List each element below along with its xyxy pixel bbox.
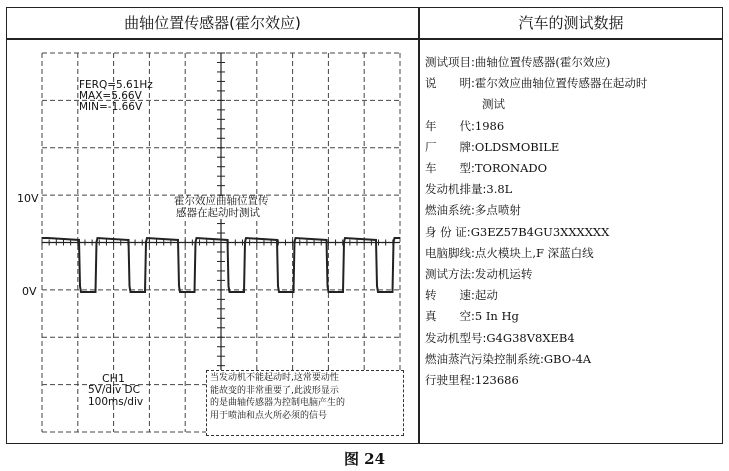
test-data-value: 多点喷射 xyxy=(474,203,521,218)
figure-caption: 图 24 xyxy=(343,450,386,468)
volts-per-div: 5V/div DC xyxy=(88,384,140,396)
test-data-row xyxy=(425,200,725,221)
test-data-label: 年 代: xyxy=(425,118,475,133)
test-data-label: 燃油系统: xyxy=(425,203,475,218)
y-label-0v: 0V xyxy=(22,285,37,298)
test-data-value: G4G38V8XEB4 xyxy=(486,330,575,345)
test-data-value: 曲轴位置传感器(霍尔效应) xyxy=(474,55,611,69)
header-rule xyxy=(7,38,722,40)
waveform-caption-line1: 霍尔效应曲轴位置传 xyxy=(174,195,269,207)
test-data-label: 行驶里程: xyxy=(425,373,475,388)
test-data-label: 电脑脚线: xyxy=(425,245,475,260)
channel-label: CH1 xyxy=(102,372,125,385)
test-data-row xyxy=(425,306,725,327)
min-readout: MIN=-1.66V xyxy=(79,101,143,113)
test-data-label: 测试方法: xyxy=(425,267,475,282)
note-line: 的是曲轴传感器为控制电脑产生的 xyxy=(210,398,346,408)
test-data-row xyxy=(425,370,725,391)
test-data-row xyxy=(425,158,725,179)
test-data-value: 起动 xyxy=(474,288,498,303)
test-data-row xyxy=(425,179,725,200)
test-data-label: 厂 牌: xyxy=(425,139,475,154)
y-label-10v: 10V xyxy=(17,192,39,205)
test-data-list xyxy=(425,52,725,391)
test-data-row xyxy=(425,94,725,115)
column-divider xyxy=(418,8,420,443)
test-data-row xyxy=(425,116,725,137)
test-data-row xyxy=(425,328,725,349)
test-data-row xyxy=(425,285,725,306)
note-line: 用于喷油和点火所必须的信号 xyxy=(210,410,328,421)
test-data-label: 发动机型号: xyxy=(425,330,487,345)
figure-frame xyxy=(6,7,723,444)
time-per-div: 100ms/div xyxy=(88,396,144,408)
test-data-value: 发动机运转 xyxy=(474,267,533,282)
test-data-row xyxy=(425,243,725,264)
oscilloscope-screen xyxy=(16,48,410,438)
scope-panel-title: 曲轴位置传感器(霍尔效应) xyxy=(124,14,301,32)
test-data-value: TORONADO xyxy=(474,161,548,176)
max-readout: MAX=5.66V xyxy=(79,90,142,102)
test-data-label: 燃油蒸汽污染控制系统: xyxy=(425,351,544,366)
test-data-label: 车 型: xyxy=(425,161,475,176)
waveform-caption-line2: 感器在起动时测试 xyxy=(176,207,260,219)
test-data-value: 霍尔效应曲轴位置传感器在起动时 xyxy=(474,76,648,91)
test-data-label: 测试项目: xyxy=(425,55,475,69)
test-data-value: 3.8L xyxy=(486,182,513,197)
test-data-row xyxy=(425,349,725,370)
test-data-value: 123686 xyxy=(474,373,519,388)
test-data-value: 点火模块上,F 深蓝白线 xyxy=(474,245,594,260)
test-data-value: 1986 xyxy=(474,118,505,133)
test-data-value: OLDSMOBILE xyxy=(474,139,560,154)
test-data-value: GBO-4A xyxy=(543,351,592,366)
frequency-readout: FERQ=5.61Hz xyxy=(79,79,153,91)
test-data-row xyxy=(425,137,725,158)
note-line: 能故变的非常重要了,此波形显示 xyxy=(210,385,339,396)
test-data-label: 发动机排量: xyxy=(425,182,487,197)
test-data-value: G3EZ57B4GU3XXXXXX xyxy=(470,224,610,239)
test-data-row xyxy=(425,222,725,243)
test-data-label: 身 份 证: xyxy=(425,224,471,239)
test-data-row xyxy=(425,73,725,94)
test-data-label: 转 速: xyxy=(425,288,475,303)
explanation-note xyxy=(206,370,404,436)
test-data-value: 5 In Hg xyxy=(474,309,519,324)
test-data-value: 测试 xyxy=(482,97,505,112)
note-line: 当发动机不能起动时,这常要动性 xyxy=(210,373,339,383)
test-data-title: 汽车的测试数据 xyxy=(518,14,624,32)
test-data-label: 说 明: xyxy=(425,76,475,91)
test-data-row xyxy=(425,52,725,73)
test-data-row xyxy=(425,264,725,285)
test-data-label: 真 空: xyxy=(425,309,475,324)
